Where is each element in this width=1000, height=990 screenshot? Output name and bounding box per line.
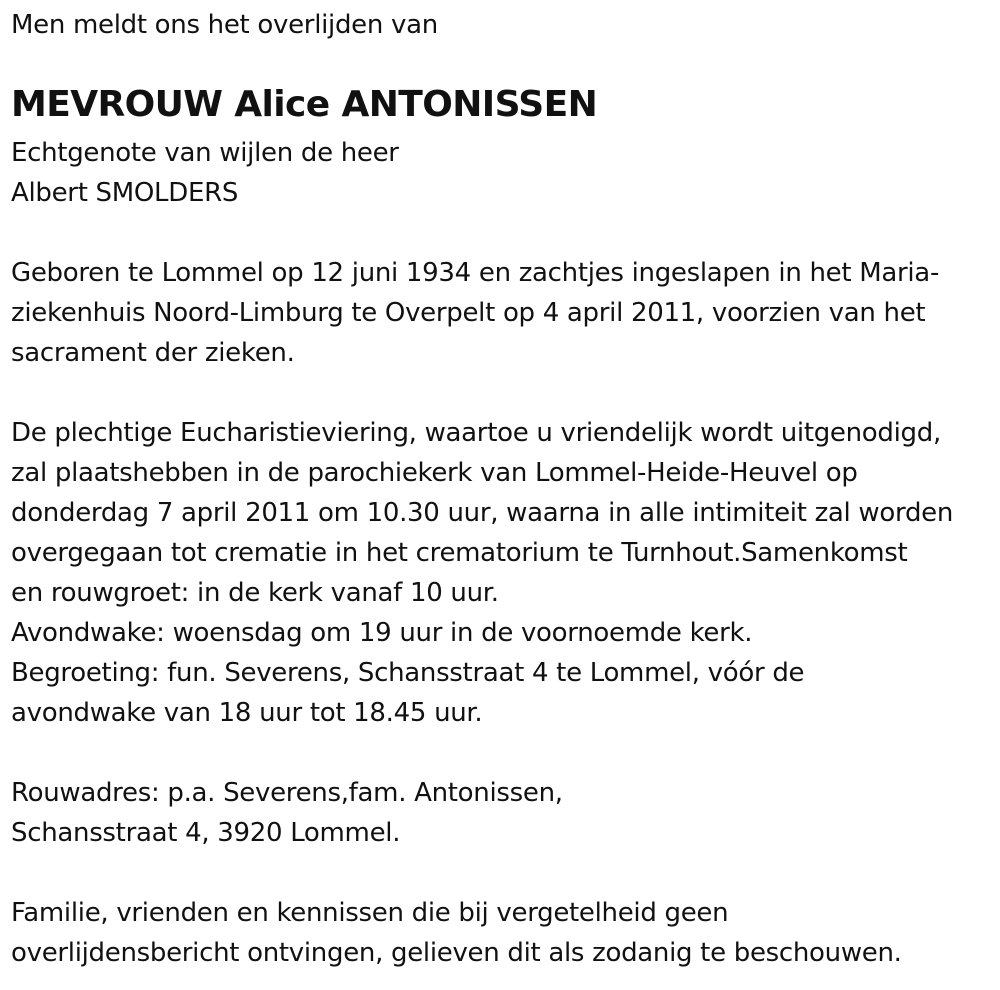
address-line: Schansstraat 4, 3920 Lommel. (11, 818, 401, 848)
address-line: Rouwadres: p.a. Severens,fam. Antonissen, (11, 778, 563, 808)
paragraph-line: Geboren te Lommel op 12 juni 1934 en zachtjes ingeslapen in het Maria- (11, 258, 940, 288)
paragraph-line: avondwake van 18 uur tot 18.45 uur. (11, 698, 483, 728)
paragraph-line: sacrament der zieken. (11, 338, 295, 368)
spouse-section (11, 133, 399, 213)
ceremony-paragraph (11, 413, 953, 733)
paragraph-line: overgegaan tot crematie in het crematorium te Turnhout.Samenkomst (11, 538, 908, 568)
paragraph-line: overlijdensbericht ontvingen, gelieven dit als zodanig te beschouwen. (11, 938, 902, 968)
intro-text: Men meldt ons het overlijden van (11, 10, 438, 40)
paragraph-line: donderdag 7 april 2011 om 10.30 uur, waarna in alle intimiteit zal worden (11, 498, 954, 528)
paragraph-line: en rouwgroet: in de kerk vanaf 10 uur. (11, 578, 499, 608)
paragraph-line: De plechtige Eucharistieviering, waartoe u vriendelijk wordt uitgenodigd, (11, 418, 941, 448)
spouse-line: Albert SMOLDERS (11, 178, 239, 208)
birth-death-paragraph (11, 253, 939, 373)
spouse-line: Echtgenote van wijlen de heer (11, 138, 399, 168)
paragraph-line: Avondwake: woensdag om 19 uur in de voornoemde kerk. (11, 618, 753, 648)
paragraph-line: Begroeting: fun. Severens, Schansstraat 4 te Lommel, vóór de (11, 658, 805, 688)
paragraph-line: Familie, vrienden en kennissen die bij vergetelheid geen (11, 898, 729, 928)
mourning-address (11, 773, 563, 853)
paragraph-line: zal plaatshebben in de parochiekerk van Lommel-Heide-Heuvel op (11, 458, 858, 488)
paragraph-line: ziekenhuis Noord-Limburg te Overpelt op 4 april 2011, voorzien van het (11, 298, 926, 328)
deceased-name: MEVROUW Alice ANTONISSEN (11, 84, 598, 125)
closing-note (11, 893, 902, 973)
